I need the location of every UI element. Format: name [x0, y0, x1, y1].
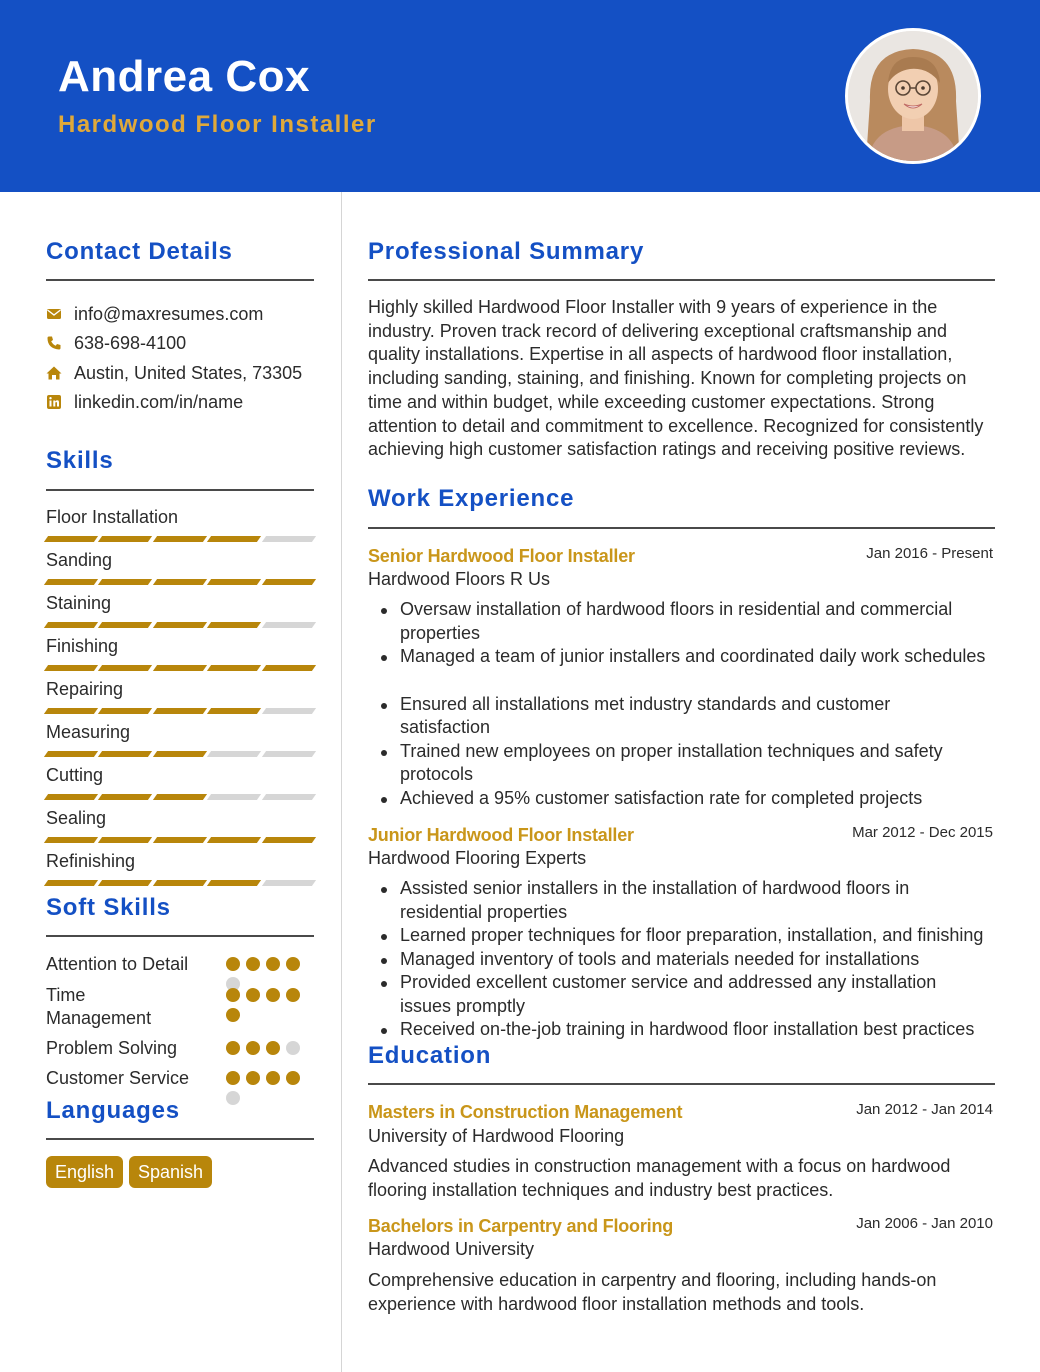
rating-dot — [266, 957, 280, 971]
soft-skill-rating — [226, 957, 302, 991]
rating-dot — [246, 1041, 260, 1055]
skill-level-segment — [207, 665, 262, 671]
language-badge: English — [46, 1156, 123, 1188]
education-section-title: Education — [368, 1042, 492, 1069]
skill-level-bar — [46, 708, 314, 714]
rating-dot — [226, 1071, 240, 1085]
education-dates: Jan 2012 - Jan 2014 — [856, 1101, 993, 1118]
job-bullet-list — [368, 877, 998, 1042]
job-bullet: Ensured all installations met industry standards and customer satisfaction — [368, 693, 998, 740]
skill-name: Cutting — [46, 765, 104, 785]
skill-level-segment — [98, 579, 153, 585]
linkedin-icon — [46, 394, 62, 410]
job-bullet: Managed inventory of tools and materials needed for installations — [368, 948, 998, 972]
contact-phone-text: 638-698-4100 — [74, 332, 187, 353]
rating-dot — [266, 1041, 280, 1055]
job-dates: Jan 2016 - Present — [866, 545, 993, 562]
job-company: Hardwood Floors R Us — [368, 569, 551, 589]
candidate-name: Andrea Cox — [58, 52, 310, 101]
contact-location — [46, 361, 302, 385]
soft-skill-name: Time Management — [46, 985, 152, 1028]
skill-level-segment — [207, 837, 262, 843]
job-bullet: Provided excellent customer service and addressed any installation issues promptly — [368, 971, 998, 1018]
skill-level-segment — [207, 880, 262, 886]
skill-name: Sanding — [46, 550, 113, 570]
skill-level-segment — [44, 708, 99, 714]
skill-level-segment — [262, 665, 317, 671]
skill-level-segment — [153, 837, 208, 843]
contact-location-text: Austin, United States, 73305 — [74, 362, 303, 383]
education-degree: Bachelors in Carpentry and Flooring — [368, 1216, 674, 1236]
skill-level-segment — [98, 794, 153, 800]
skill-level-segment — [207, 536, 262, 542]
education-description: Comprehensive education in carpentry and flooring, including hands-on experience with hardwood floor installation methods and tools. — [368, 1270, 937, 1314]
skill-level-segment — [44, 880, 99, 886]
skill-level-bar — [46, 536, 314, 542]
skill-level-segment — [262, 751, 317, 757]
skill-level-segment — [98, 880, 153, 886]
contact-email-text: info@maxresumes.com — [74, 303, 264, 324]
rating-dot — [286, 1071, 300, 1085]
summary-text: Highly skilled Hardwood Floor Installer with 9 years of experience in the industry. Proven track record of delivering exceptional craftsmanship and quality installations. Expertise in all aspects of hardwood floor installation, including sanding, staining, and finishing. Known for completing projects on time and within budget, while exceeding customer expectations. Strong attention to detail and commitment to excellence. Recognized for consistently achieving high customer satisfaction ratings and receiving positive reviews. — [368, 297, 984, 460]
education-degree: Masters in Construction Management — [368, 1102, 683, 1122]
soft-skill-name: Problem Solving — [46, 1038, 178, 1058]
soft-skill-name: Customer Service — [46, 1068, 190, 1088]
home-icon — [46, 365, 62, 381]
skill-level-segment — [44, 751, 99, 757]
soft-skill-name: Attention to Detail — [46, 954, 189, 974]
language-badge: Spanish — [129, 1156, 212, 1188]
contact-section-rule — [46, 279, 314, 281]
skill-level-segment — [207, 708, 262, 714]
skill-level-bar — [46, 837, 314, 843]
education-section-rule — [368, 1083, 995, 1085]
contact-phone[interactable] — [46, 331, 186, 355]
education-description: Advanced studies in construction management with a focus on hardwood flooring installation techniques and industry best practices. — [368, 1156, 951, 1200]
job-company: Hardwood Flooring Experts — [368, 848, 587, 868]
rating-dot — [226, 1008, 240, 1022]
education-dates: Jan 2006 - Jan 2010 — [856, 1215, 993, 1232]
skill-level-bar — [46, 622, 314, 628]
job-bullet: Oversaw installation of hardwood floors in residential and commercial properties — [368, 598, 998, 645]
skill-level-bar — [46, 665, 314, 671]
candidate-role: Hardwood Floor Installer — [58, 111, 377, 138]
rating-dot — [226, 1041, 240, 1055]
skill-level-segment — [153, 622, 208, 628]
skill-level-segment — [207, 794, 262, 800]
languages-section-title: Languages — [46, 1097, 180, 1124]
job-bullet: Assisted senior installers in the installation of hardwood floors in residential properties — [368, 877, 998, 924]
contact-linkedin-text: linkedin.com/in/name — [74, 391, 244, 412]
skill-level-segment — [153, 751, 208, 757]
soft-skills-section-title: Soft Skills — [46, 894, 171, 921]
job-bullet: Trained new employees on proper installation techniques and safety protocols — [368, 740, 998, 787]
job-bullet: Achieved a 95% customer satisfaction rate for completed projects — [368, 787, 998, 811]
skill-level-segment — [153, 708, 208, 714]
skill-level-segment — [262, 536, 317, 542]
rating-dot — [226, 1091, 240, 1105]
rating-dot — [246, 988, 260, 1002]
skill-name: Finishing — [46, 636, 119, 656]
rating-dot — [286, 988, 300, 1002]
contact-email[interactable] — [46, 302, 263, 326]
skill-level-segment — [262, 708, 317, 714]
skill-level-segment — [98, 622, 153, 628]
job-title: Senior Hardwood Floor Installer — [368, 546, 635, 566]
skill-level-segment — [207, 751, 262, 757]
column-divider — [341, 192, 342, 1372]
skill-level-bar — [46, 751, 314, 757]
skill-level-segment — [153, 665, 208, 671]
contact-linkedin[interactable] — [46, 390, 243, 414]
rating-dot — [286, 1041, 300, 1055]
job-bullet: Managed a team of junior installers and coordinated daily work schedules — [368, 645, 998, 669]
skill-level-segment — [262, 837, 317, 843]
job-title: Junior Hardwood Floor Installer — [368, 825, 634, 845]
skill-level-segment — [44, 622, 99, 628]
summary-section-rule — [368, 279, 995, 281]
skills-section-rule — [46, 489, 314, 491]
skill-level-segment — [98, 751, 153, 757]
job-bullet: Received on-the-job training in hardwood floor installation best practices — [368, 1018, 998, 1042]
job-bullet-list — [368, 598, 998, 810]
skill-level-segment — [98, 536, 153, 542]
skill-level-segment — [153, 794, 208, 800]
resume-header — [0, 0, 1040, 192]
summary-section-title: Professional Summary — [368, 238, 645, 265]
skill-name: Floor Installation — [46, 507, 179, 527]
skill-level-segment — [44, 665, 99, 671]
work-section-title: Work Experience — [368, 485, 575, 512]
phone-icon — [46, 335, 62, 351]
skill-level-segment — [98, 665, 153, 671]
skill-level-segment — [153, 880, 208, 886]
soft-skills-section-rule — [46, 935, 314, 937]
skill-name: Repairing — [46, 679, 124, 699]
skill-level-segment — [262, 794, 317, 800]
rating-dot — [226, 957, 240, 971]
soft-skill-rating — [226, 1041, 302, 1055]
skill-level-segment — [262, 880, 317, 886]
skill-name: Refinishing — [46, 851, 136, 871]
skill-level-segment — [44, 837, 99, 843]
skill-name: Sealing — [46, 808, 107, 828]
envelope-icon — [46, 306, 62, 322]
skill-level-segment — [44, 579, 99, 585]
skill-level-segment — [44, 794, 99, 800]
skills-section-title: Skills — [46, 447, 114, 474]
education-school: University of Hardwood Flooring — [368, 1126, 625, 1146]
skill-level-segment — [153, 536, 208, 542]
soft-skill-rating — [226, 1071, 302, 1105]
work-section-rule — [368, 527, 995, 529]
skill-level-bar — [46, 579, 314, 585]
job-bullet: Learned proper techniques for floor preparation, installation, and finishing — [368, 924, 998, 948]
skill-level-segment — [98, 837, 153, 843]
contact-section-title: Contact Details — [46, 238, 233, 265]
skill-level-bar — [46, 880, 314, 886]
rating-dot — [246, 1071, 260, 1085]
skill-level-segment — [262, 622, 317, 628]
skill-level-segment — [44, 536, 99, 542]
skill-level-segment — [207, 622, 262, 628]
rating-dot — [266, 988, 280, 1002]
rating-dot — [266, 1071, 280, 1085]
profile-photo — [845, 28, 981, 164]
rating-dot — [246, 957, 260, 971]
rating-dot — [226, 988, 240, 1002]
profile-photo-illustration — [848, 31, 978, 161]
languages-section-rule — [46, 1138, 314, 1140]
job-dates: Mar 2012 - Dec 2015 — [852, 824, 993, 841]
skill-level-segment — [262, 579, 317, 585]
skill-level-bar — [46, 794, 314, 800]
skill-name: Measuring — [46, 722, 131, 742]
skill-name: Staining — [46, 593, 112, 613]
education-school: Hardwood University — [368, 1239, 535, 1259]
skill-level-segment — [98, 708, 153, 714]
skill-level-segment — [153, 579, 208, 585]
skill-level-segment — [207, 579, 262, 585]
rating-dot — [286, 957, 300, 971]
soft-skill-rating — [226, 988, 302, 1022]
